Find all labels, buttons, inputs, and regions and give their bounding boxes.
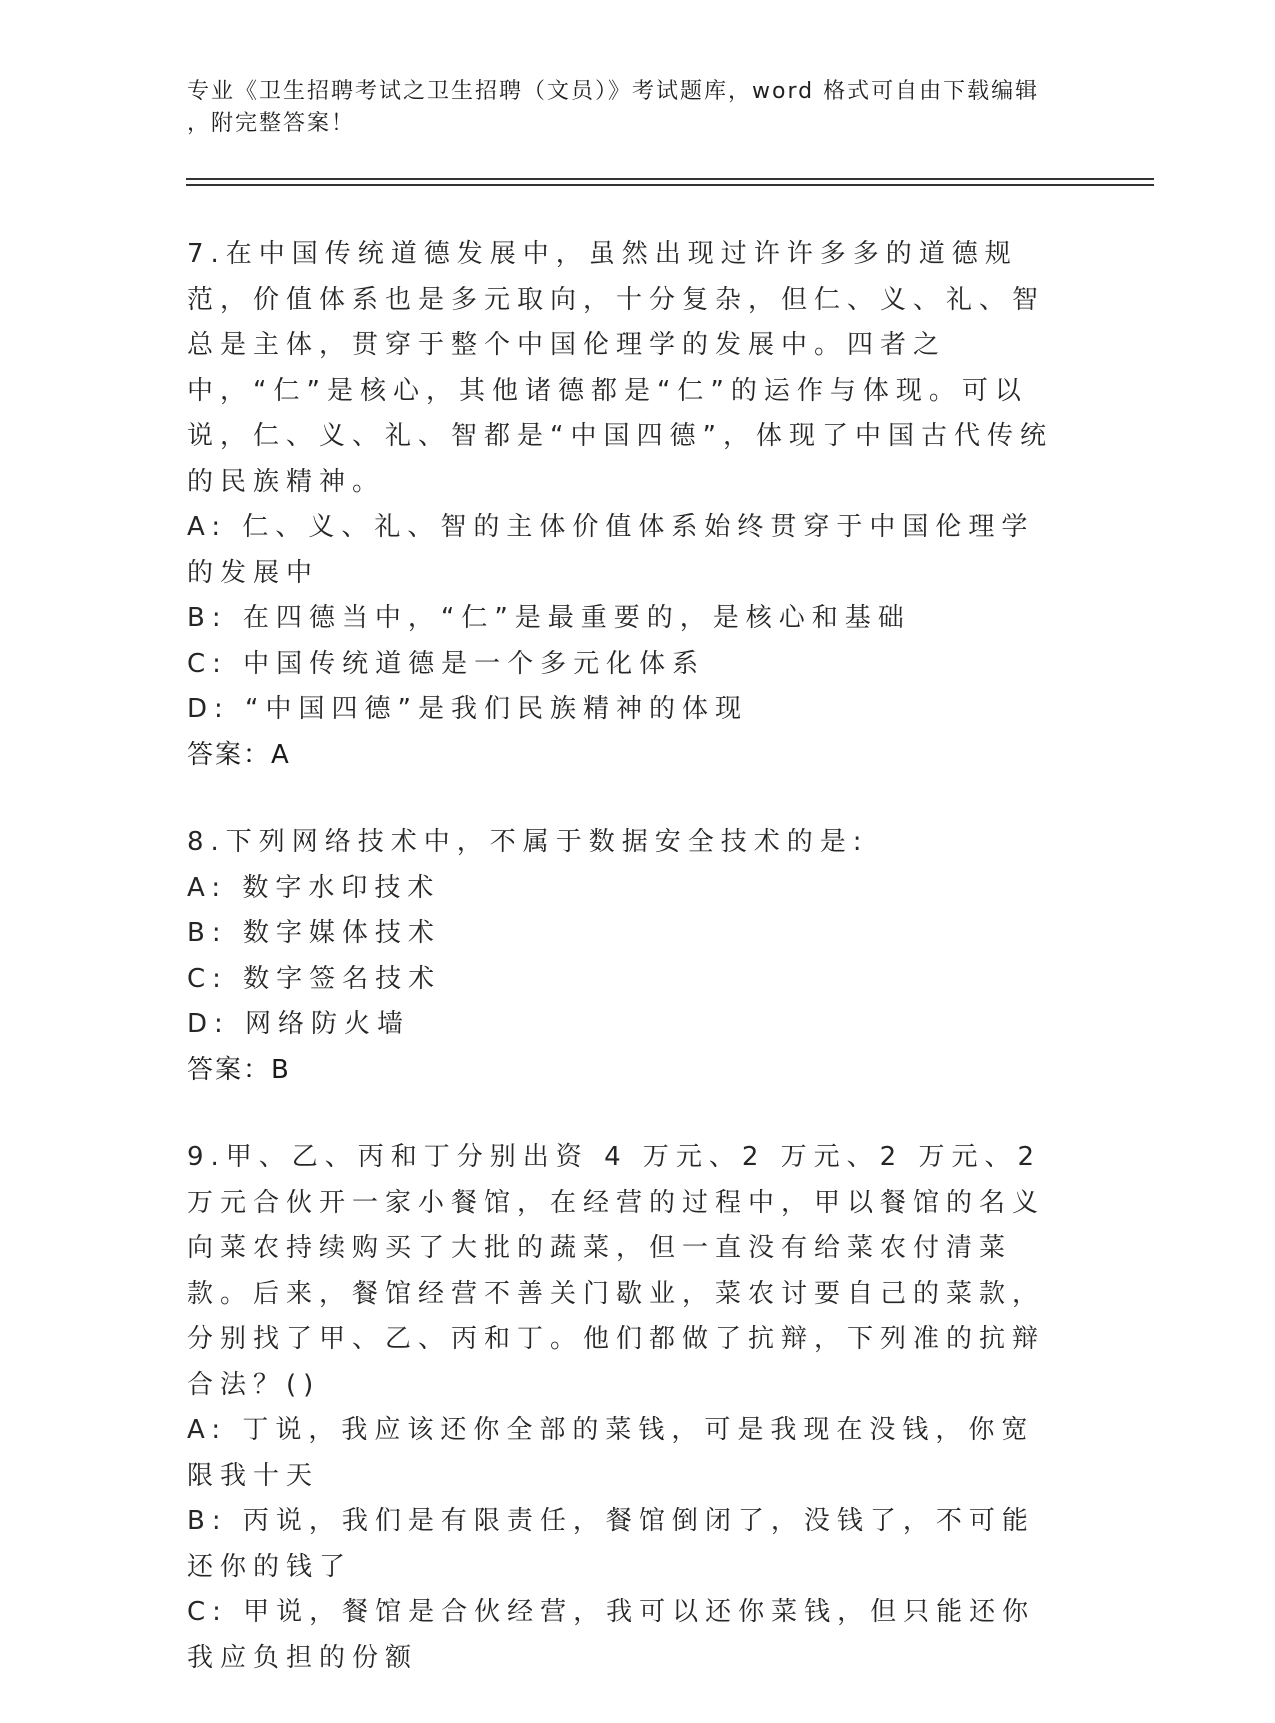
option-d: D: 网络防火墙 <box>187 1009 411 1039</box>
header-rule-bottom <box>186 184 1154 186</box>
header-rule-top <box>186 178 1154 180</box>
option-b: B: 丙说，我们是有限责任，餐馆倒闭了，没钱了，不可能还你的钱了 <box>187 1506 1035 1582</box>
question-text: 8.下列网络技术中，不属于数据安全技术的是: <box>187 827 869 857</box>
option-d: D: “中国四德”是我们民族精神的体现 <box>187 694 748 724</box>
answer: 答案：A <box>187 739 291 770</box>
option-a: A: 丁说，我应该还你全部的菜钱，可是我现在没钱，你宽限我十天 <box>187 1415 1035 1491</box>
document-header <box>187 76 1067 140</box>
option-b: B: 在四德当中，“仁”是最重要的，是核心和基础 <box>187 603 911 633</box>
header-line-2: ，附完整答案！ <box>187 111 356 136</box>
option-a: A: 仁、义、礼、智的主体价值体系始终贯穿于中国伦理学的发展中 <box>187 512 1035 588</box>
question-list <box>187 232 1067 1723</box>
header-line-1: 专业《卫生招聘考试之卫生招聘（文员）》考试题库，word 格式可自由下载编辑 <box>187 79 1040 104</box>
option-c: C: 中国传统道德是一个多元化体系 <box>187 648 706 679</box>
question-text: 7.在中国传统道德发展中，虽然出现过许许多多的道德规范，价值体系也是多元取向，十分复杂，但仁、义、礼、智总是主体，贯穿于整个中国伦理学的发展中。四者之中，“仁”是核心，其他诸德都是“仁”的运作与体现。可以说，仁、义、礼、智都是“中国四德”，体现了中国古代传统的民族精神。 <box>187 239 1053 497</box>
option-b: B: 数字媒体技术 <box>187 918 441 948</box>
question-9 <box>187 1135 1067 1681</box>
option-a: A: 数字水印技术 <box>187 872 441 903</box>
question-8 <box>187 820 1067 1093</box>
question-7 <box>187 232 1067 778</box>
option-c: C: 甲说，餐馆是合伙经营，我可以还你菜钱，但只能还你我应负担的份额 <box>187 1597 1036 1673</box>
answer: 答案：B <box>187 1054 291 1085</box>
option-c: C: 数字签名技术 <box>187 963 442 994</box>
question-text: 9.甲、乙、丙和丁分别出资 4 万元、2 万元、2 万元、2 万元合伙开一家小餐馆，在经营的过程中，甲以餐馆的名义向菜农持续购买了大批的蔬菜，但一直没有给菜农付清菜款。后来，餐馆经营不善关门歇业，菜农讨要自己的菜款，分别找了甲、乙、丙和丁。他们都做了抗辩，下列准的抗辩合法？() <box>187 1142 1046 1400</box>
